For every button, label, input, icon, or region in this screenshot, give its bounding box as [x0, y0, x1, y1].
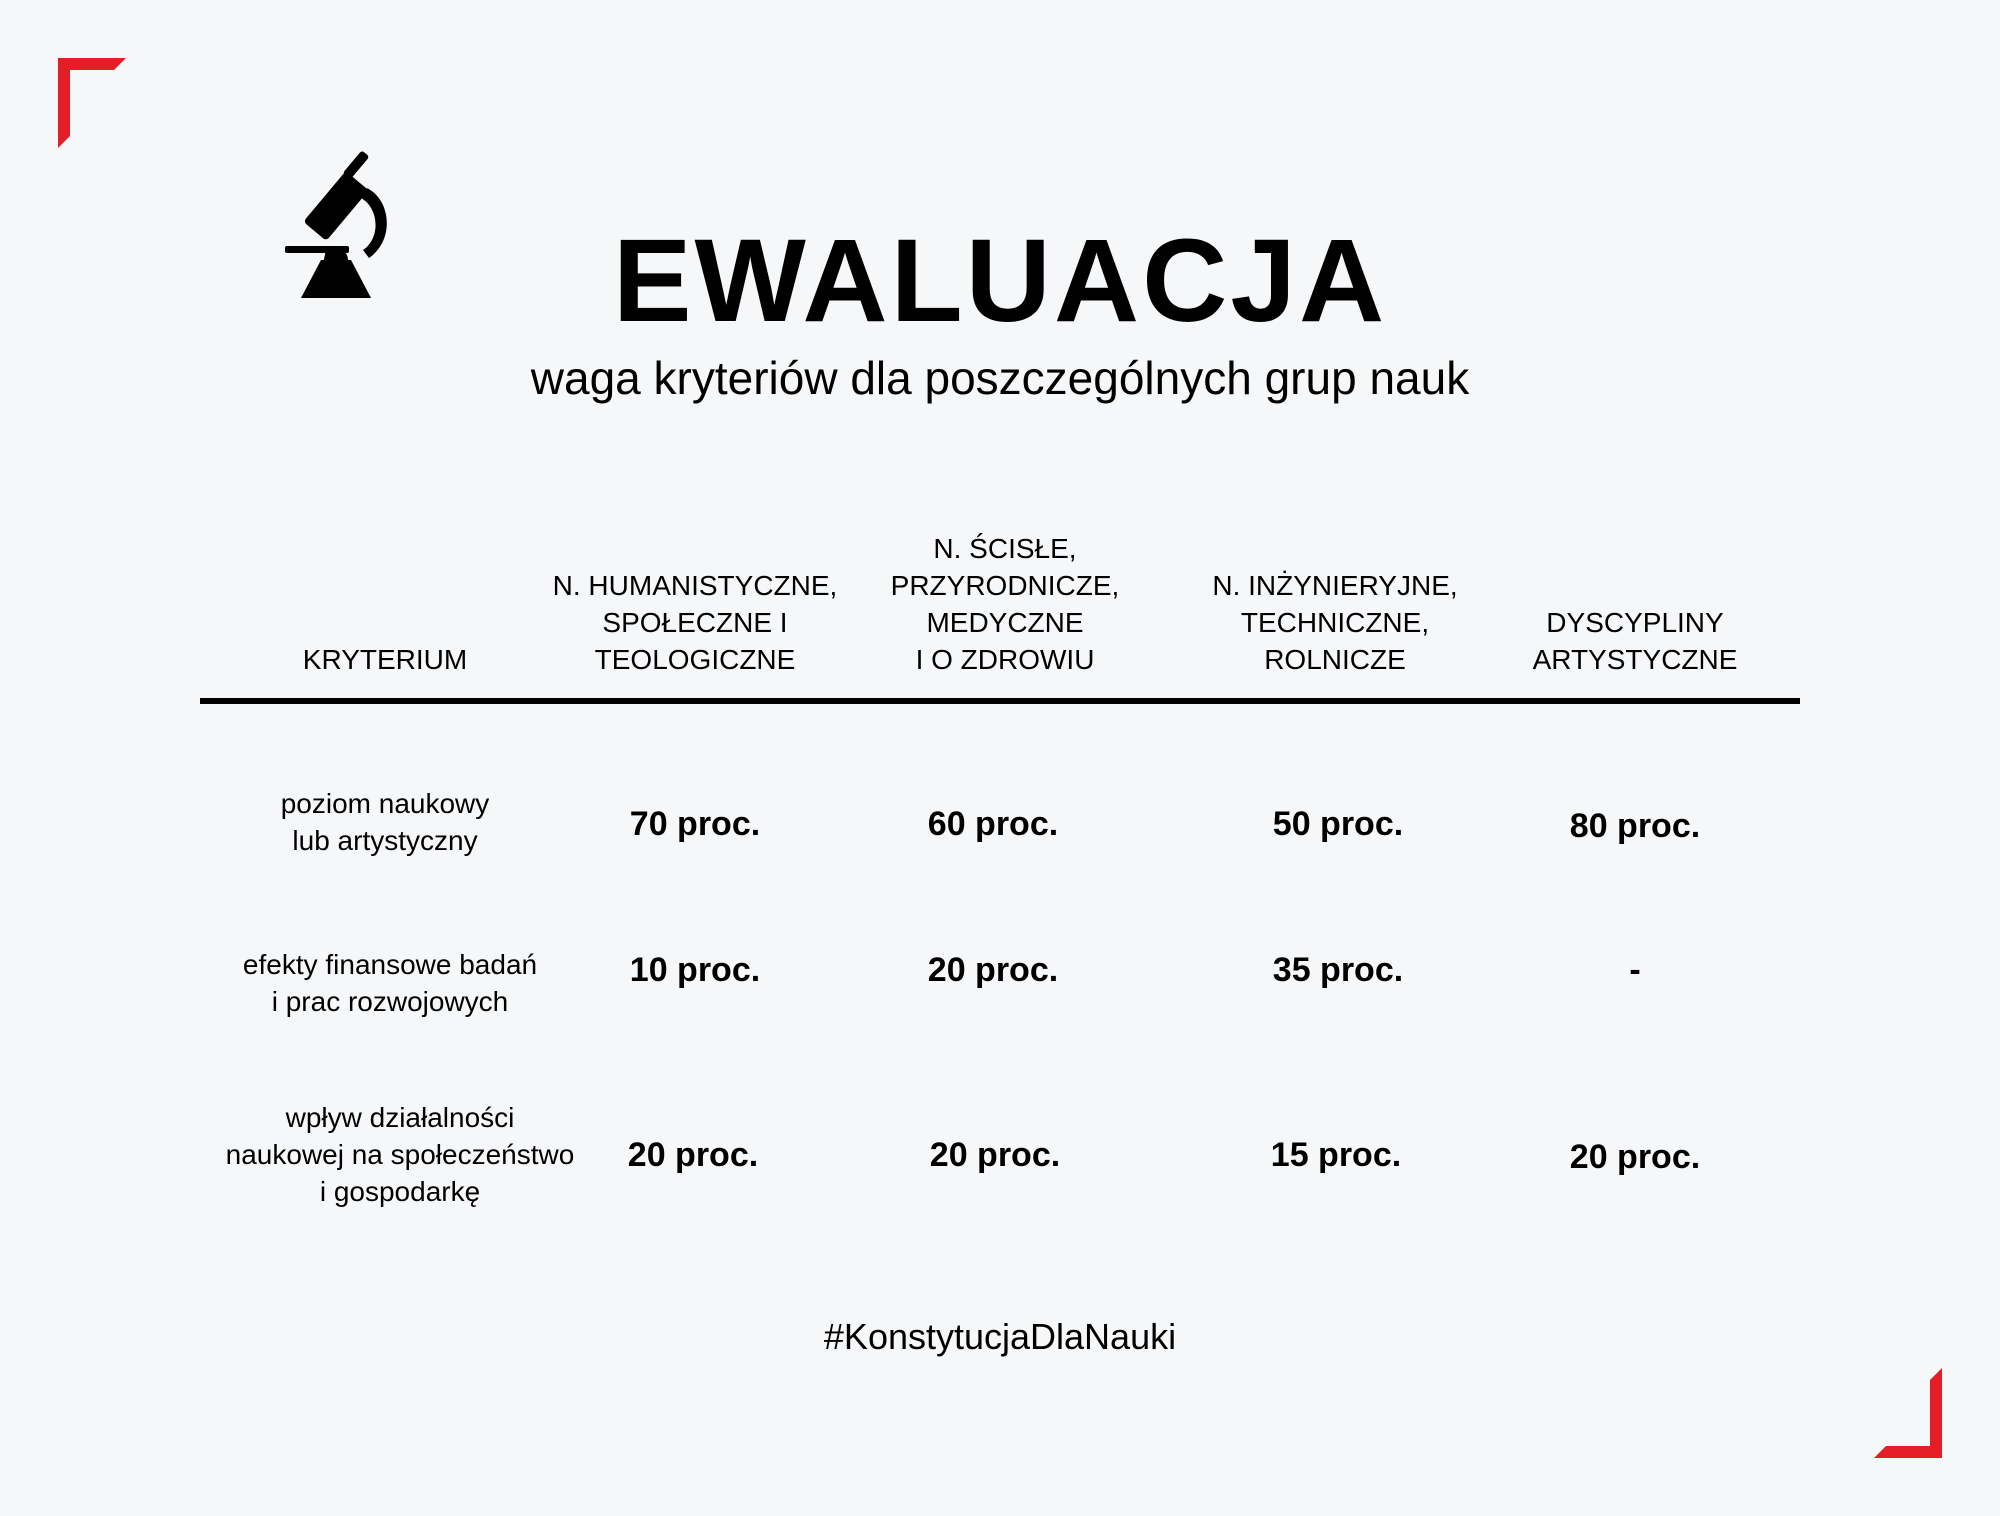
criterion-label: wpływ działalności naukowej na społeczeństwo i gospodarkę — [225, 1102, 575, 1207]
table-cell-value: 80 proc. — [1569, 807, 1701, 845]
criterion-label: efekty finansowe badań i prac rozwojowych — [242, 949, 538, 1017]
column-header-artystyczne: DYSCYPLINY ARTYSTYCZNE — [1532, 607, 1738, 675]
table-cell-value: 15 proc. — [1270, 1136, 1402, 1174]
column-header-humanistyczne: N. HUMANISTYCZNE, SPOŁECZNE I TEOLOGICZNE — [552, 570, 838, 675]
table-cell-value: 50 proc. — [1272, 805, 1404, 843]
table-cell-value: 60 proc. — [927, 805, 1059, 843]
table-cell-value: - — [1629, 951, 1641, 989]
table-cell-value: 70 proc. — [629, 805, 761, 843]
column-header-inzynieryjne: N. INŻYNIERYJNE, TECHNICZNE, ROLNICZE — [1212, 570, 1458, 675]
corner-bracket-bottom-right — [1874, 1368, 1942, 1458]
column-header-kryterium: KRYTERIUM — [302, 644, 468, 675]
page-subtitle: waga kryteriów dla poszczególnych grup nauk — [530, 352, 1470, 404]
footer-hashtag: #KonstytucjaDlaNauki — [823, 1316, 1177, 1357]
page-title: EWALUACJA — [612, 215, 1388, 347]
column-header-scisle: N. ŚCISŁE, PRZYRODNICZE, MEDYCZNE I O ZDROWIU — [890, 533, 1120, 675]
header-divider — [200, 698, 1800, 704]
table-cell-value: 20 proc. — [929, 1136, 1061, 1174]
table-cell-value: 10 proc. — [629, 951, 761, 989]
criterion-label: poziom naukowy lub artystyczny — [280, 788, 490, 856]
table-cell-value: 20 proc. — [627, 1136, 759, 1174]
table-cell-value: 20 proc. — [927, 951, 1059, 989]
corner-bracket-top-left — [58, 58, 126, 148]
table-cell-value: 35 proc. — [1272, 951, 1404, 989]
table-cell-value: 20 proc. — [1569, 1138, 1701, 1176]
